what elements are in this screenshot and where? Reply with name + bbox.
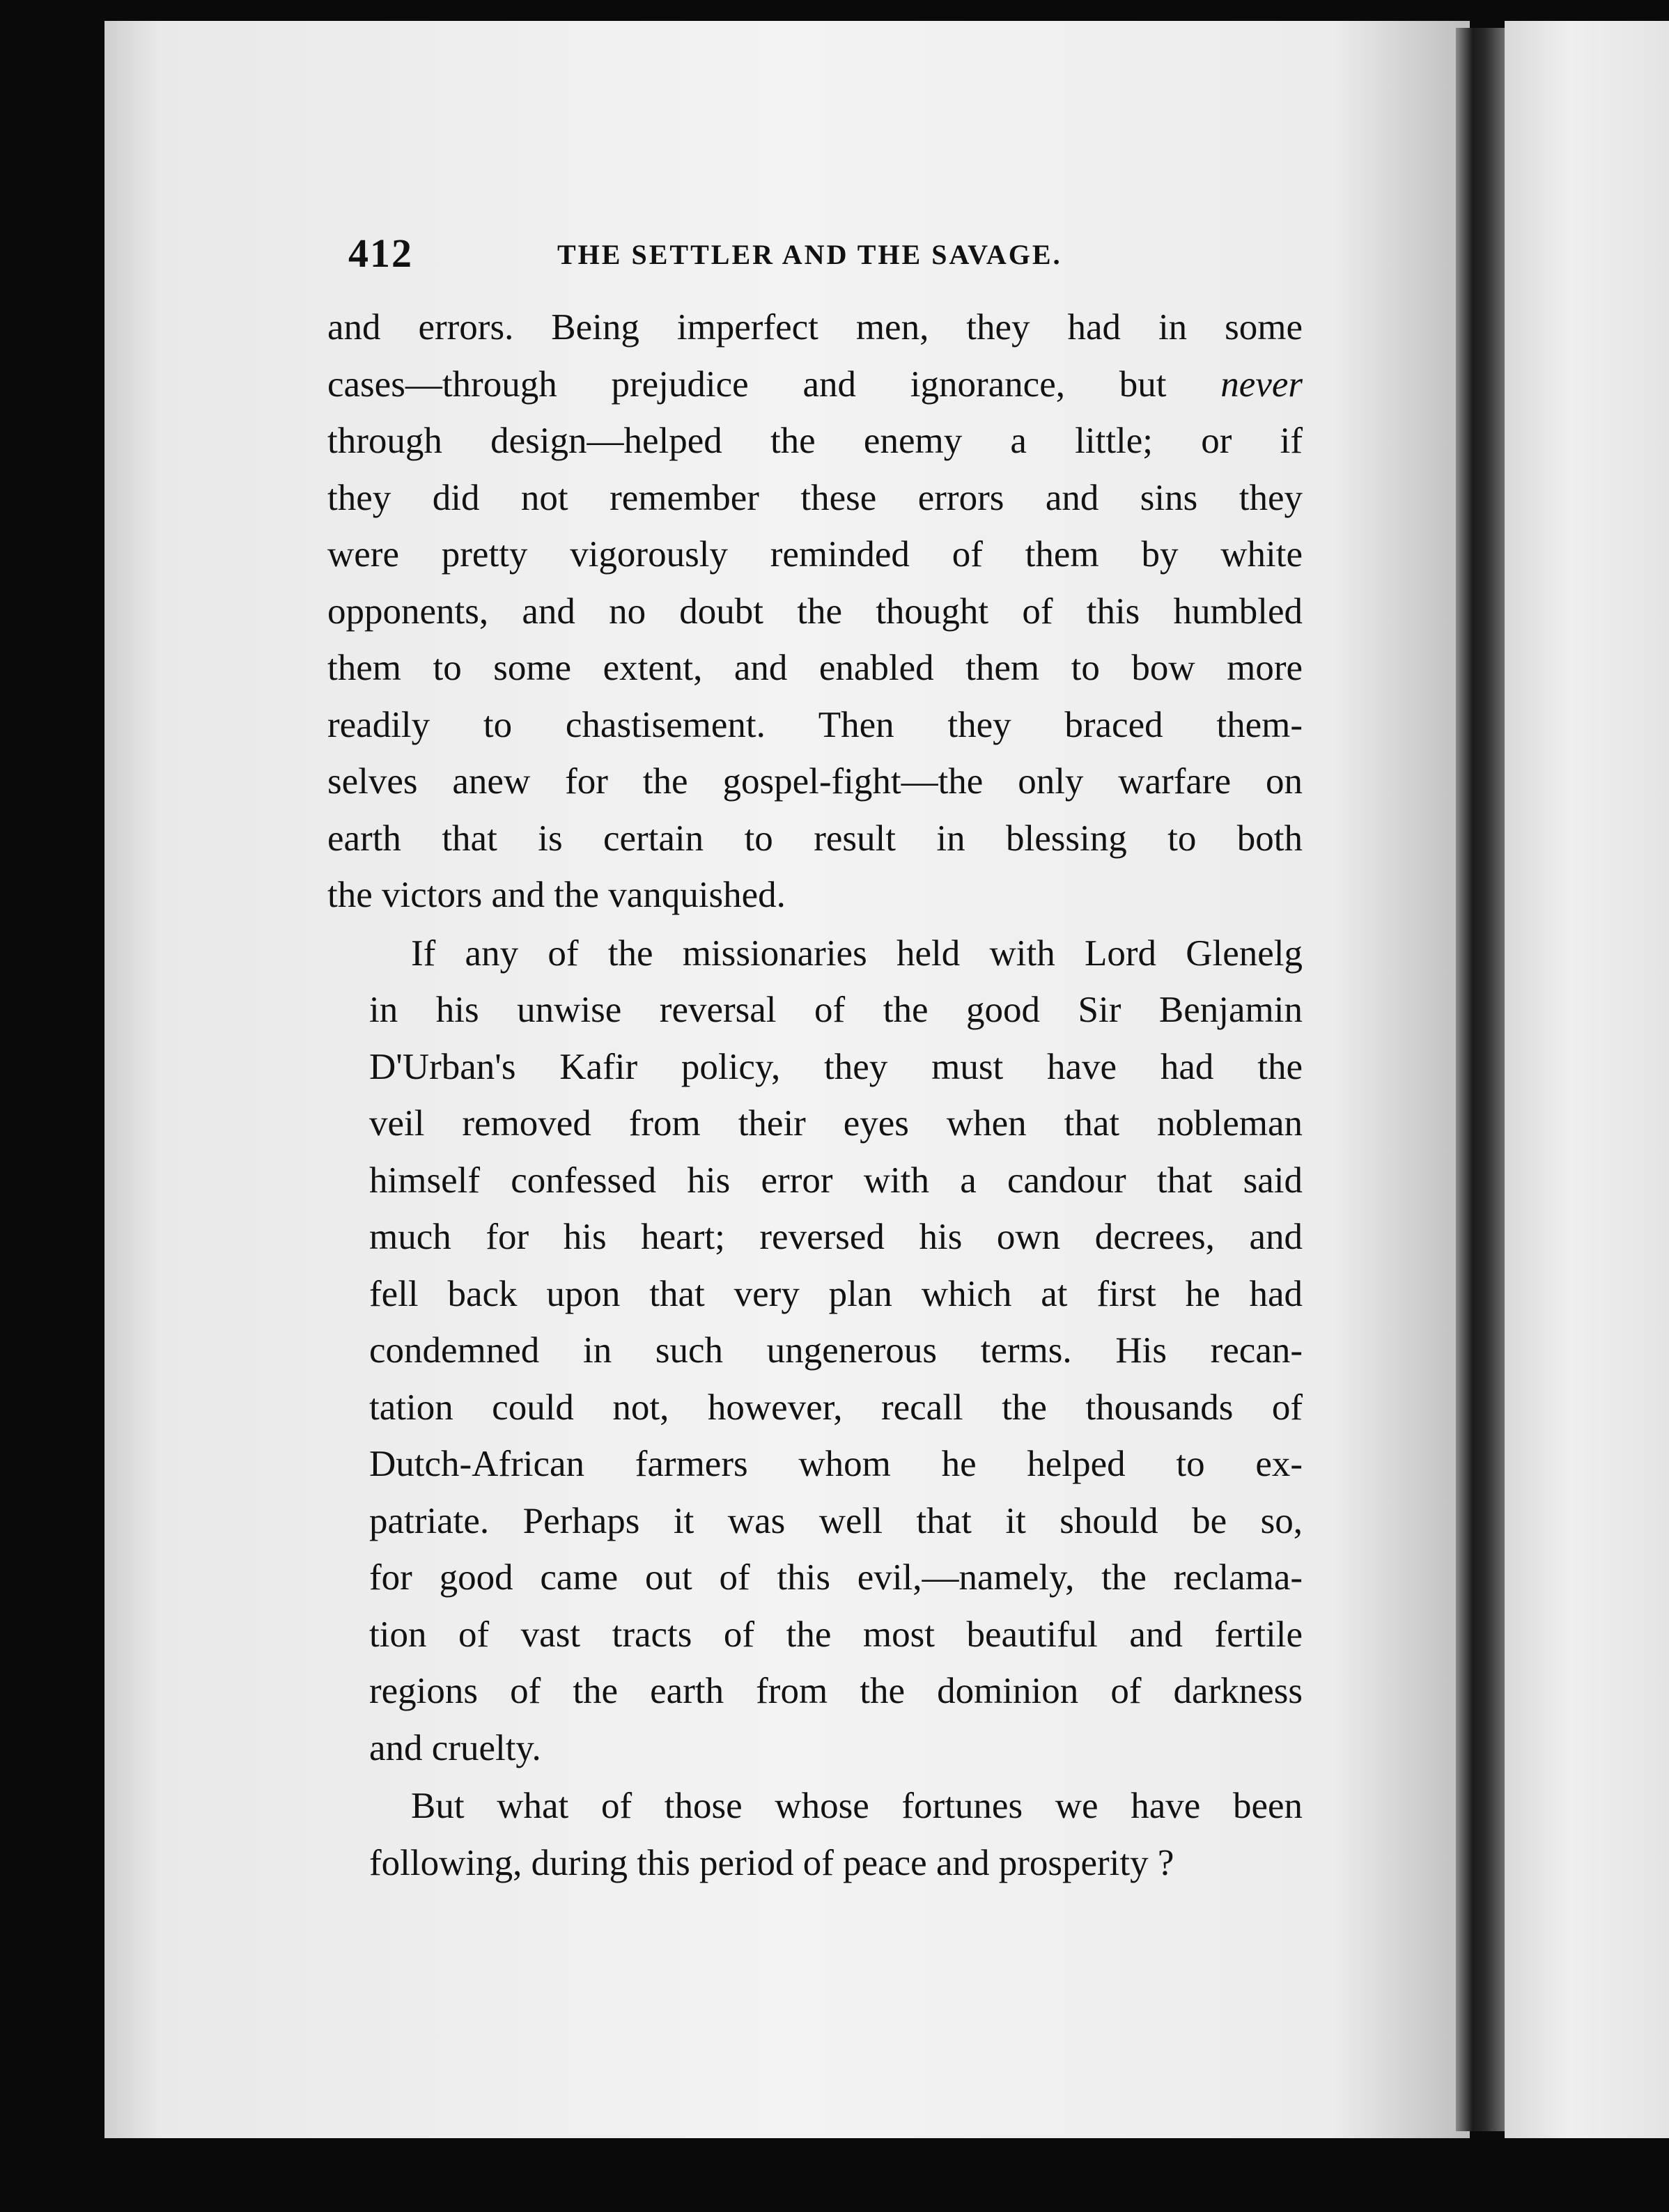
text-line: fell back upon that very plan which at first he had xyxy=(369,1273,1303,1314)
text-line: veil removed from their eyes when that nobleman xyxy=(369,1103,1303,1144)
text-line: readily to chastisement. Then they braced them- xyxy=(327,704,1303,745)
text-line: them to some extent, and enabled them to bow more xyxy=(327,648,1303,688)
text-line: But what of those whose fortunes we have been xyxy=(411,1786,1303,1826)
adjacent-page-edge xyxy=(1505,21,1669,2138)
body-text xyxy=(327,299,1303,1893)
page-number: 412 xyxy=(348,231,413,276)
text-line: earth that is certain to result in blessing to both xyxy=(327,818,1303,859)
text-line: opponents, and no doubt the thought of this humbled xyxy=(327,591,1303,632)
paragraph-2 xyxy=(327,926,1303,1777)
text-line: through design—helped the enemy a little; or if xyxy=(327,421,1303,461)
paragraph-3 xyxy=(327,1778,1303,1892)
running-title: THE SETTLER AND THE SAVAGE. xyxy=(557,239,1062,270)
text-line: much for his heart; reversed his own decrees, and xyxy=(369,1217,1303,1257)
text-line: and errors. Being imperfect men, they had in some xyxy=(327,307,1303,348)
text-line: were pretty vigorously reminded of them by white xyxy=(327,534,1303,575)
emphasis-text: never xyxy=(1220,364,1303,405)
paragraph-1 xyxy=(327,299,1303,924)
text-line: the victors and the vanquished. xyxy=(327,875,786,915)
book-gutter xyxy=(1456,28,1505,2131)
text-line: selves anew for the gospel-fight—the only warfare on xyxy=(327,761,1303,802)
text-line: regions of the earth from the dominion of darkness xyxy=(369,1671,1303,1711)
running-head xyxy=(348,230,1289,286)
text-line: D'Urban's Kafir policy, they must have had the xyxy=(369,1046,1303,1087)
text-line: Dutch-African farmers whom he helped to ex- xyxy=(369,1444,1303,1484)
text-line: and cruelty. xyxy=(369,1727,541,1768)
text-line: following, during this period of peace and prosperity ? xyxy=(369,1842,1174,1883)
text-line: condemned in such ungenerous terms. His recan- xyxy=(369,1330,1303,1371)
text-line: patriate. Perhaps it was well that it should be so, xyxy=(369,1500,1303,1541)
text-line: tion of vast tracts of the most beautiful and fertile xyxy=(369,1614,1303,1655)
text-line: tation could not, however, recall the thousands of xyxy=(369,1387,1303,1428)
text-line: in his unwise reversal of the good Sir Benjamin xyxy=(369,990,1303,1030)
text-line: If any of the missionaries held with Lord Glenelg xyxy=(411,933,1303,974)
text-line: they did not remember these errors and sins they xyxy=(327,477,1303,518)
text-line: for good came out of this evil,—namely, the reclama- xyxy=(369,1557,1303,1598)
text-line: cases—through prejudice and ignorance, but never xyxy=(327,364,1303,405)
text-line: himself confessed his error with a candour that said xyxy=(369,1160,1303,1201)
